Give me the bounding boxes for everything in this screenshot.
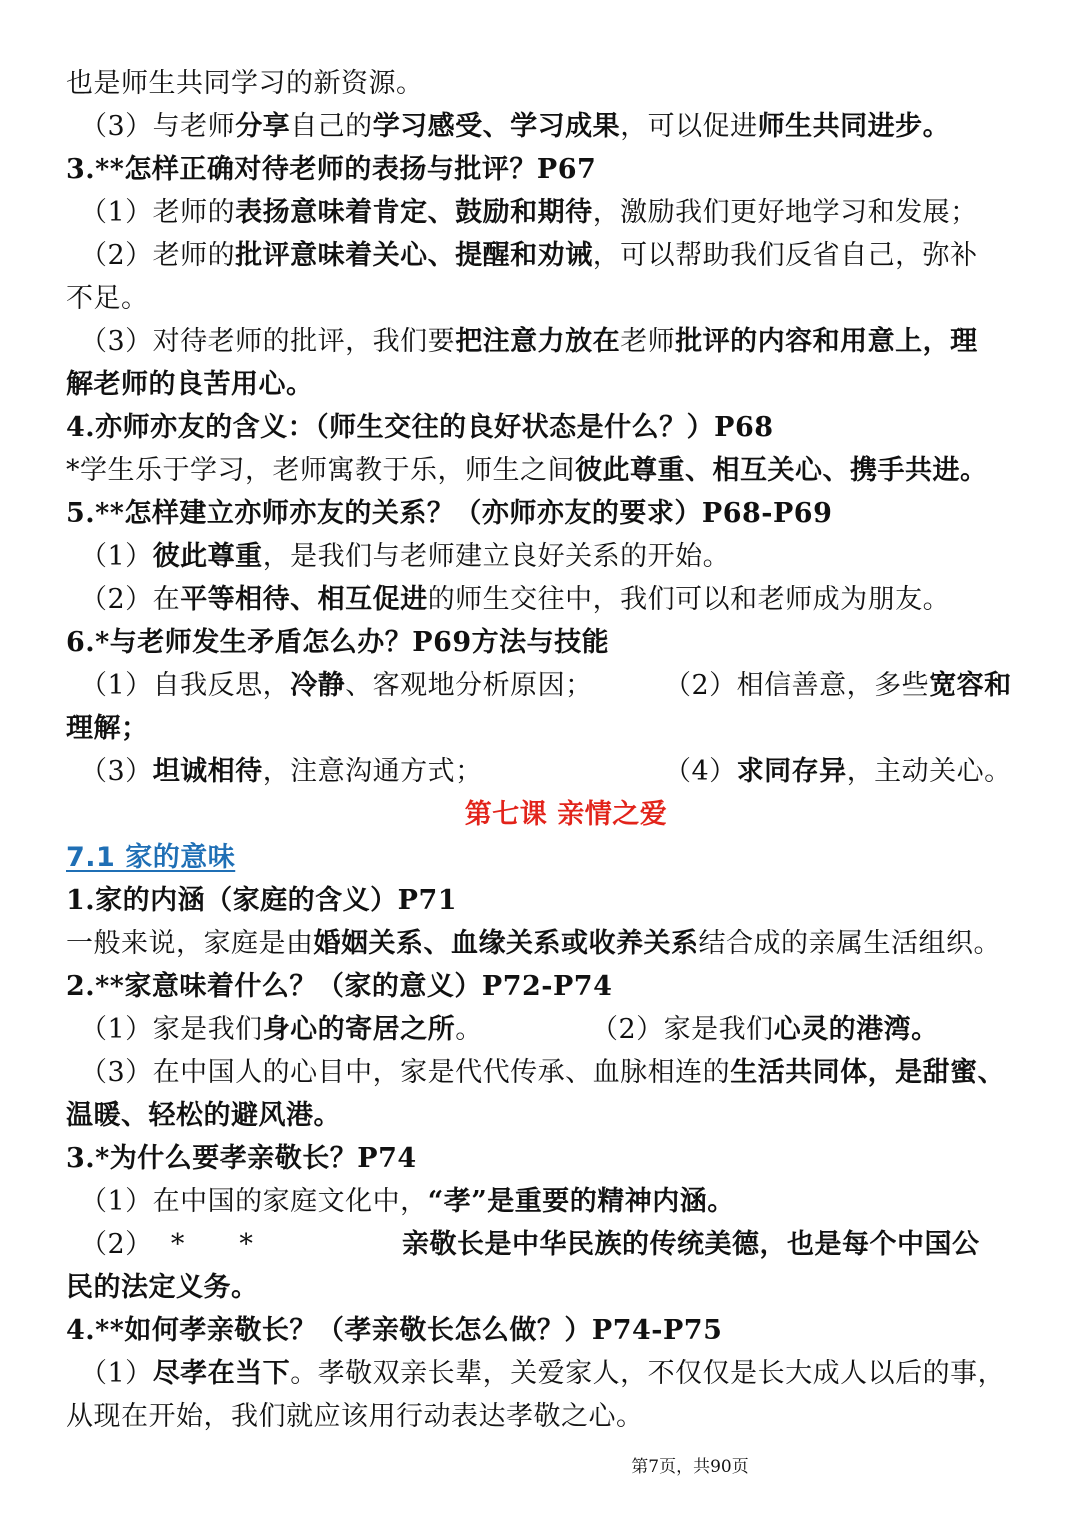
text-line [66, 664, 1026, 707]
text: 结合成的亲属生活组织。 [698, 928, 1001, 959]
text-line [66, 449, 1026, 492]
text: （1）在中国的家庭文化中， [80, 1186, 428, 1217]
question-heading: 4.**如何孝亲敬长？（孝亲敬长怎么做？）P74-P75 [66, 1315, 723, 1346]
text: ，可以促进 [620, 111, 758, 142]
bold-text: 批评意味着关心、提醒和劝诫 [235, 240, 593, 271]
second-column [664, 750, 1012, 793]
text-line [66, 320, 1026, 363]
bold-text: 坦诚相待 [152, 756, 263, 787]
text: 也是师生共同学习的新资源。 [66, 68, 424, 99]
text: ，注意沟通方式； [262, 756, 483, 787]
text-line [66, 234, 1026, 277]
bold-text: 尽孝在当下 [152, 1358, 291, 1389]
question-heading: 3.**怎样正确对待老师的表扬与批评？P67 [66, 154, 597, 185]
text-line [66, 1395, 1026, 1438]
text: （2） * * [80, 1229, 254, 1260]
text-line [66, 1008, 1026, 1051]
section-title-text: 7.1 家的意味 [66, 842, 236, 873]
text-line [66, 363, 1026, 406]
text: ，可以帮助我们反省自己，弥补 [592, 240, 978, 271]
text-line [66, 535, 1026, 578]
bold-text: 彼此尊重、相互关心、携手共进。 [575, 455, 988, 486]
text-line [66, 1352, 1026, 1395]
bold-text: 把注意力放在 [455, 326, 621, 357]
text: （4） [664, 756, 737, 787]
text: ，是我们与老师建立良好关系的开始。 [262, 541, 731, 572]
bold-text: 民的法定义务。 [66, 1272, 259, 1303]
text: 、客观地分析原因； [345, 670, 593, 701]
text: *学生乐于学习，老师寓教于乐，师生之间 [66, 455, 575, 486]
bold-text: 表扬意味着肯定、鼓励和期待 [235, 197, 593, 228]
text: （3）对待老师的批评，我们要 [80, 326, 456, 357]
text: （3） [80, 756, 153, 787]
bold-text: 冷静 [290, 670, 346, 701]
question-heading: 2.**家意味着什么？（家的意义）P72-P74 [66, 971, 613, 1002]
bold-text: 宽容和 [929, 670, 1012, 701]
bold-text: 分享 [235, 111, 291, 142]
text: ，主动关心。 [846, 756, 1012, 787]
text: 的师生交往中，我们可以和老师成为朋友。 [427, 584, 951, 615]
text: 一般来说，家庭是由 [66, 928, 314, 959]
bold-text: 批评的内容和用意上，理 [675, 326, 978, 357]
text-line [66, 922, 1026, 965]
text: （1）老师的 [80, 197, 236, 228]
text-line [66, 1094, 1026, 1137]
text: （2）相信善意，多些 [664, 670, 930, 701]
question-heading: 6.*与老师发生矛盾怎么办？P69方法与技能 [66, 627, 610, 658]
question-heading: 5.**怎样建立亦师亦友的关系？（亦师亦友的要求）P68-P69 [66, 498, 833, 529]
text-line [66, 578, 1026, 621]
second-column [664, 664, 1012, 707]
section-title [66, 836, 1026, 879]
page-number: 第7页，共90页 [631, 1457, 749, 1477]
question-heading: 4.亦师亦友的含义：（师生交往的良好状态是什么？）P68 [66, 412, 774, 443]
text: （1）自我反思， [80, 670, 291, 701]
text-line [66, 191, 1026, 234]
question-heading: 1.家的内涵（家庭的含义）P71 [66, 885, 458, 916]
text: （2）老师的 [80, 240, 236, 271]
text: （2）在 [80, 584, 181, 615]
second-column [591, 1008, 939, 1051]
text-line [66, 1266, 1026, 1309]
text-line [66, 1051, 1026, 1094]
bold-text: 彼此尊重 [152, 541, 263, 572]
text: （1） [80, 541, 153, 572]
bold-text: 温暖、轻松的避风港。 [66, 1100, 341, 1131]
lesson-title: 第七课 亲情之爱 [464, 799, 668, 830]
document-page [66, 62, 1026, 1438]
text: 不足。 [66, 283, 149, 314]
bold-text: 心灵的港湾。 [773, 1014, 939, 1045]
bold-text: 生活共同体，是甜蜜、 [730, 1057, 1006, 1088]
bold-text: “孝”是重要的精神内涵。 [427, 1186, 735, 1217]
text-line [66, 105, 1026, 148]
text: 。孝敬双亲长辈，关爱家人，不仅仅是长大成人以后的事， [290, 1358, 1006, 1389]
text-line [66, 277, 1026, 320]
bold-text: 身心的寄居之所 [262, 1014, 456, 1045]
text: （3）与老师 [80, 111, 236, 142]
text-line [66, 1180, 1026, 1223]
text: （1） [80, 1358, 153, 1389]
bold-text: 平等相待、相互促进 [180, 584, 428, 615]
text: 自己的 [290, 111, 373, 142]
text: ，激励我们更好地学习和发展； [592, 197, 978, 228]
text: 从现在开始，我们就应该用行动表达孝敬之心。 [66, 1401, 644, 1432]
bold-text: 学习感受、学习成果 [372, 111, 621, 142]
text-line [66, 62, 1026, 105]
text: 老师 [620, 326, 676, 357]
text-line [66, 1223, 1026, 1266]
bold-text: 求同存异 [736, 756, 847, 787]
text: 。 [455, 1014, 483, 1045]
text-line [66, 750, 1026, 793]
bold-text: 师生共同进步。 [757, 111, 951, 142]
bold-text: 亲敬长是中华民族的传统美德，也是每个中国公 [402, 1229, 980, 1260]
bold-text: 理解； [66, 713, 149, 744]
bold-text: 婚姻关系、血缘关系或收养关系 [313, 928, 699, 959]
text: （1）家是我们 [80, 1014, 263, 1045]
bold-text: 解老师的良苦用心。 [66, 369, 314, 400]
text: （3）在中国人的心目中，家是代代传承、血脉相连的 [80, 1057, 731, 1088]
question-heading: 3.*为什么要孝亲敬长？P74 [66, 1143, 417, 1174]
text-line [66, 707, 1026, 750]
text: （2）家是我们 [591, 1014, 774, 1045]
